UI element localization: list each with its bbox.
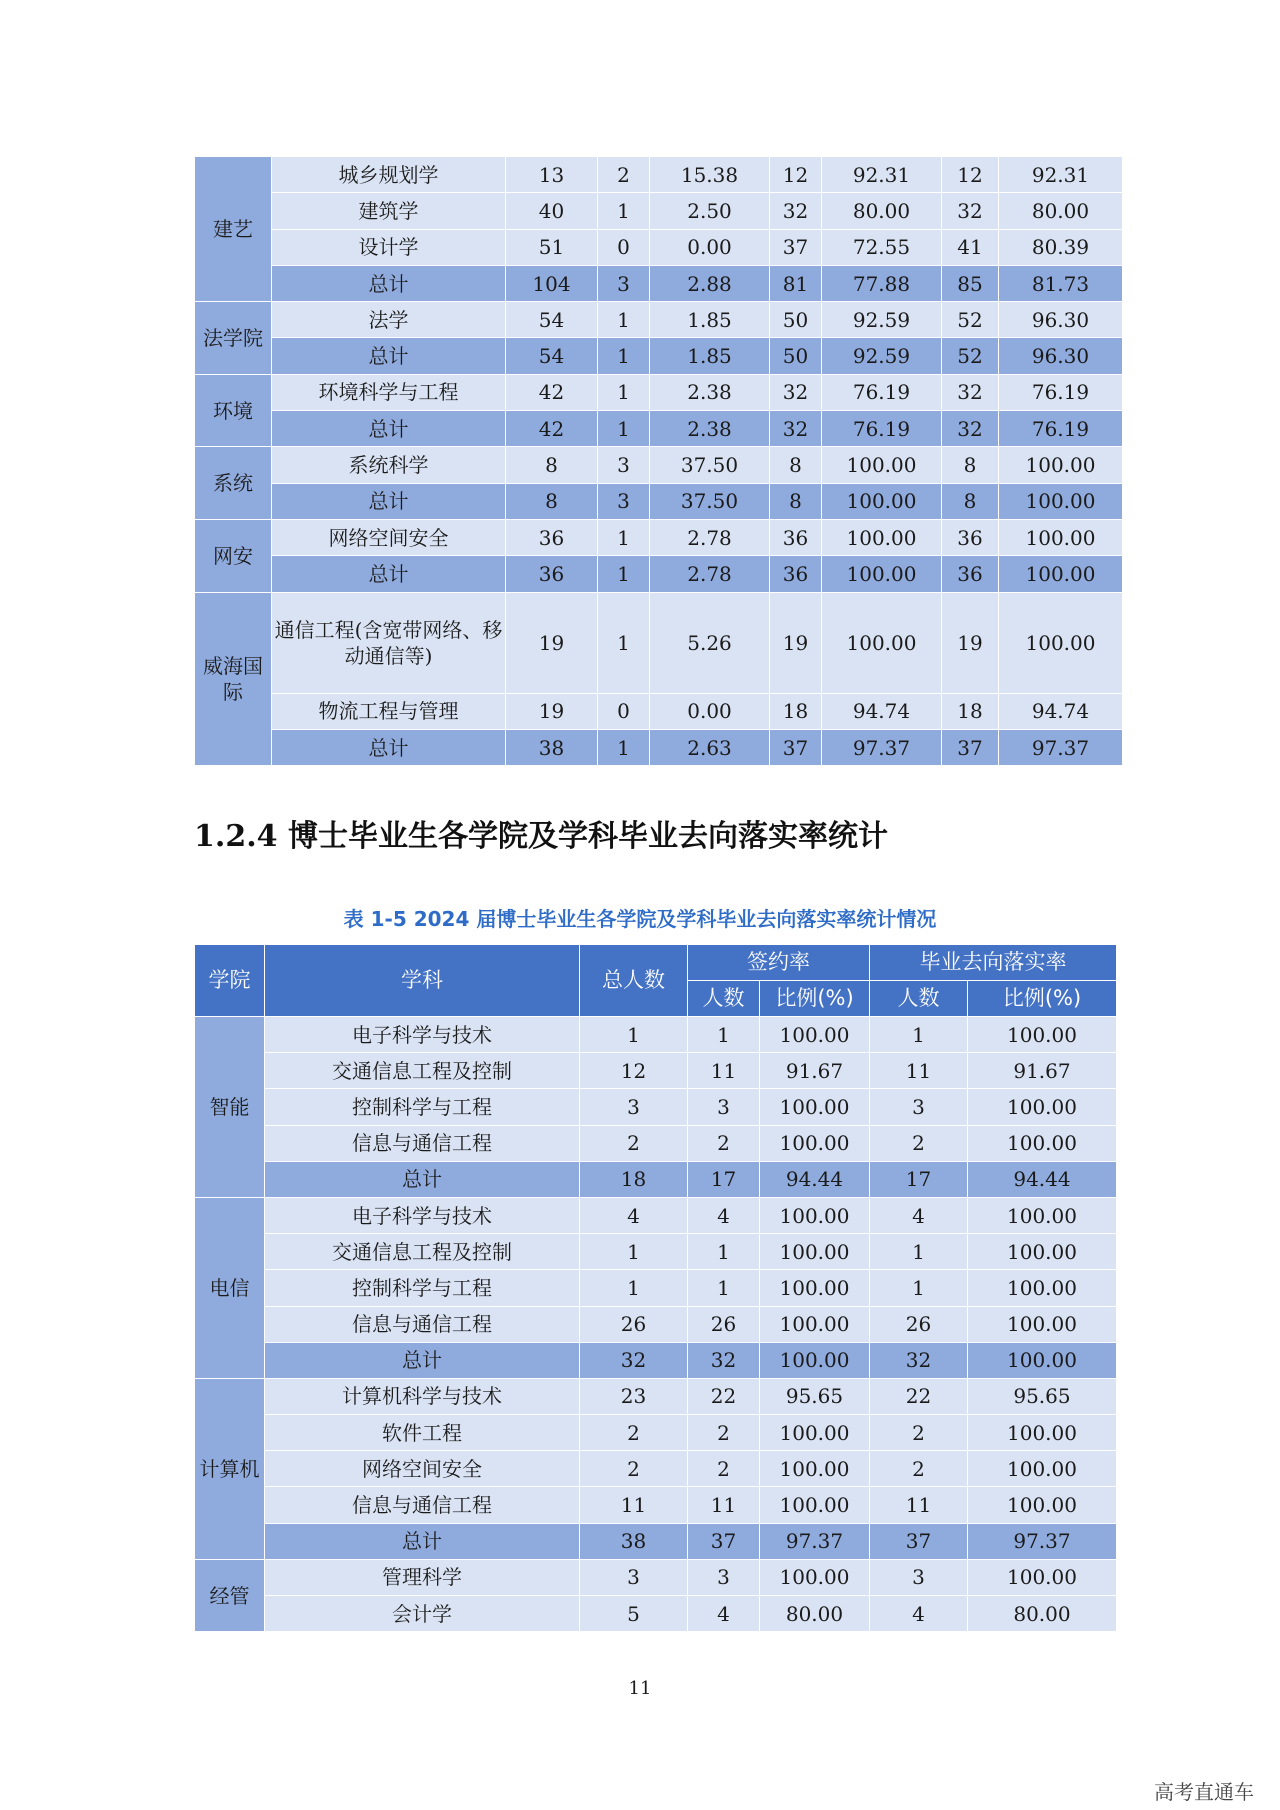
value-cell: 91.67 [968, 1053, 1117, 1089]
subject-cell: 软件工程 [265, 1415, 580, 1451]
value-cell: 15.38 [650, 157, 770, 193]
value-cell: 36 [506, 556, 598, 592]
college-cell: 系统 [195, 447, 272, 520]
value-cell: 8 [942, 483, 999, 519]
value-cell: 100.00 [968, 1559, 1117, 1595]
table-row [195, 1161, 1117, 1197]
subject-cell: 系统科学 [272, 447, 506, 483]
subject-cell: 总计 [272, 483, 506, 519]
table-row [195, 1415, 1117, 1451]
value-cell: 77.88 [822, 265, 942, 301]
value-cell: 1 [598, 411, 650, 447]
value-cell: 91.67 [760, 1053, 870, 1089]
value-cell: 1 [580, 1017, 688, 1053]
header-placement-rate: 毕业去向落实率 [870, 945, 1117, 981]
value-cell: 3 [598, 447, 650, 483]
value-cell: 36 [770, 556, 822, 592]
value-cell: 32 [770, 193, 822, 229]
value-cell: 40 [506, 193, 598, 229]
subject-cell: 交通信息工程及控制 [265, 1053, 580, 1089]
value-cell: 2.38 [650, 374, 770, 410]
value-cell: 0 [598, 693, 650, 729]
value-cell: 1.85 [650, 302, 770, 338]
value-cell: 32 [870, 1342, 968, 1378]
subject-cell: 网络空间安全 [265, 1451, 580, 1487]
value-cell: 3 [688, 1089, 760, 1125]
value-cell: 3 [688, 1559, 760, 1595]
value-cell: 94.74 [822, 693, 942, 729]
value-cell: 3 [870, 1089, 968, 1125]
college-cell: 威海国际 [195, 592, 272, 766]
subject-cell: 交通信息工程及控制 [265, 1234, 580, 1270]
page-number: 11 [628, 1678, 652, 1699]
table-row [195, 693, 1123, 729]
value-cell: 11 [580, 1487, 688, 1523]
value-cell: 19 [506, 592, 598, 693]
value-cell: 100.00 [968, 1342, 1117, 1378]
value-cell: 42 [506, 374, 598, 410]
value-cell: 100.00 [760, 1089, 870, 1125]
value-cell: 2.88 [650, 265, 770, 301]
value-cell: 100.00 [968, 1017, 1117, 1053]
value-cell: 18 [580, 1161, 688, 1197]
value-cell: 32 [580, 1342, 688, 1378]
value-cell: 100.00 [968, 1451, 1117, 1487]
value-cell: 19 [770, 592, 822, 693]
value-cell: 50 [770, 302, 822, 338]
value-cell: 1 [598, 193, 650, 229]
subject-cell: 总计 [272, 265, 506, 301]
table-row [195, 447, 1123, 483]
value-cell: 100.00 [968, 1089, 1117, 1125]
value-cell: 2.38 [650, 411, 770, 447]
value-cell: 100.00 [999, 519, 1123, 555]
value-cell: 8 [506, 483, 598, 519]
table-row [195, 229, 1123, 265]
value-cell: 4 [580, 1197, 688, 1233]
value-cell: 36 [942, 519, 999, 555]
doctoral-placement-table [194, 944, 1117, 1632]
table-row [195, 1451, 1117, 1487]
value-cell: 37.50 [650, 447, 770, 483]
table-row [195, 1053, 1117, 1089]
value-cell: 0.00 [650, 229, 770, 265]
value-cell: 2 [580, 1125, 688, 1161]
subject-cell: 总计 [265, 1523, 580, 1559]
value-cell: 3 [580, 1089, 688, 1125]
subject-cell: 总计 [265, 1161, 580, 1197]
value-cell: 19 [942, 592, 999, 693]
subject-cell: 环境科学与工程 [272, 374, 506, 410]
value-cell: 100.00 [760, 1125, 870, 1161]
table-row [195, 302, 1123, 338]
table-row [195, 1306, 1117, 1342]
value-cell: 5.26 [650, 592, 770, 693]
value-cell: 37.50 [650, 483, 770, 519]
value-cell: 12 [770, 157, 822, 193]
table-row [195, 592, 1123, 693]
value-cell: 100.00 [760, 1017, 870, 1053]
subject-cell: 总计 [272, 411, 506, 447]
value-cell: 100.00 [968, 1487, 1117, 1523]
header-college: 学院 [195, 945, 265, 1017]
value-cell: 97.37 [822, 729, 942, 765]
value-cell: 92.59 [822, 338, 942, 374]
value-cell: 26 [580, 1306, 688, 1342]
value-cell: 2 [688, 1451, 760, 1487]
college-cell: 计算机 [195, 1378, 265, 1559]
value-cell: 1 [598, 338, 650, 374]
value-cell: 100.00 [822, 447, 942, 483]
value-cell: 97.37 [760, 1523, 870, 1559]
value-cell: 81 [770, 265, 822, 301]
value-cell: 100.00 [999, 483, 1123, 519]
value-cell: 100.00 [968, 1415, 1117, 1451]
header-placement-count: 人数 [870, 981, 968, 1017]
value-cell: 4 [870, 1197, 968, 1233]
header-signed-count: 人数 [688, 981, 760, 1017]
value-cell: 100.00 [822, 519, 942, 555]
value-cell: 76.19 [822, 411, 942, 447]
subject-cell: 管理科学 [265, 1559, 580, 1595]
value-cell: 100.00 [968, 1197, 1117, 1233]
subject-cell: 设计学 [272, 229, 506, 265]
value-cell: 32 [688, 1342, 760, 1378]
value-cell: 3 [870, 1559, 968, 1595]
value-cell: 32 [942, 374, 999, 410]
watermark-text: 高考直通车 [1154, 1780, 1254, 1804]
value-cell: 42 [506, 411, 598, 447]
college-cell: 电信 [195, 1197, 265, 1378]
table-row [195, 338, 1123, 374]
value-cell: 94.44 [760, 1161, 870, 1197]
value-cell: 32 [942, 193, 999, 229]
value-cell: 100.00 [760, 1306, 870, 1342]
value-cell: 72.55 [822, 229, 942, 265]
value-cell: 11 [870, 1487, 968, 1523]
value-cell: 18 [942, 693, 999, 729]
value-cell: 4 [688, 1197, 760, 1233]
value-cell: 38 [506, 729, 598, 765]
value-cell: 2 [688, 1125, 760, 1161]
value-cell: 1 [688, 1017, 760, 1053]
value-cell: 19 [506, 693, 598, 729]
value-cell: 22 [870, 1378, 968, 1414]
value-cell: 11 [688, 1053, 760, 1089]
value-cell: 85 [942, 265, 999, 301]
header-subject: 学科 [265, 945, 580, 1017]
subject-cell: 会计学 [265, 1596, 580, 1632]
value-cell: 1 [870, 1270, 968, 1306]
value-cell: 1 [598, 374, 650, 410]
value-cell: 2 [688, 1415, 760, 1451]
value-cell: 100.00 [968, 1234, 1117, 1270]
value-cell: 36 [942, 556, 999, 592]
value-cell: 1 [688, 1270, 760, 1306]
subject-cell: 控制科学与工程 [265, 1089, 580, 1125]
header-placement-ratio: 比例(%) [968, 981, 1117, 1017]
value-cell: 2 [598, 157, 650, 193]
value-cell: 4 [688, 1596, 760, 1632]
value-cell: 100.00 [760, 1270, 870, 1306]
value-cell: 38 [580, 1523, 688, 1559]
value-cell: 100.00 [760, 1234, 870, 1270]
value-cell: 1.85 [650, 338, 770, 374]
value-cell: 1 [598, 556, 650, 592]
table-row [195, 1523, 1117, 1559]
value-cell: 0 [598, 229, 650, 265]
table-caption: 表 1-5 2024 届博士毕业生各学院及学科毕业去向落实率统计情况 [343, 907, 937, 931]
value-cell: 104 [506, 265, 598, 301]
value-cell: 2 [580, 1415, 688, 1451]
value-cell: 26 [870, 1306, 968, 1342]
subject-cell: 电子科学与技术 [265, 1197, 580, 1233]
value-cell: 3 [598, 265, 650, 301]
value-cell: 92.59 [822, 302, 942, 338]
value-cell: 8 [942, 447, 999, 483]
table-row [195, 265, 1123, 301]
value-cell: 32 [770, 411, 822, 447]
value-cell: 32 [770, 374, 822, 410]
value-cell: 100.00 [822, 556, 942, 592]
value-cell: 11 [688, 1487, 760, 1523]
value-cell: 12 [580, 1053, 688, 1089]
table-row [195, 411, 1123, 447]
header-signed-ratio: 比例(%) [760, 981, 870, 1017]
value-cell: 81.73 [999, 265, 1123, 301]
value-cell: 1 [870, 1234, 968, 1270]
college-cell: 智能 [195, 1017, 265, 1198]
value-cell: 76.19 [999, 411, 1123, 447]
value-cell: 1 [688, 1234, 760, 1270]
college-cell: 环境 [195, 374, 272, 447]
table-row [195, 1342, 1117, 1378]
value-cell: 37 [688, 1523, 760, 1559]
value-cell: 94.74 [999, 693, 1123, 729]
value-cell: 8 [506, 447, 598, 483]
table-row [195, 1270, 1117, 1306]
table-row [195, 483, 1123, 519]
value-cell: 2 [870, 1415, 968, 1451]
value-cell: 100.00 [822, 592, 942, 693]
value-cell: 97.37 [968, 1523, 1117, 1559]
value-cell: 1 [580, 1234, 688, 1270]
value-cell: 1 [598, 592, 650, 693]
college-cell: 法学院 [195, 302, 272, 375]
value-cell: 1 [598, 302, 650, 338]
value-cell: 4 [870, 1596, 968, 1632]
value-cell: 37 [770, 729, 822, 765]
table-row [195, 1197, 1117, 1233]
table-row [195, 1559, 1117, 1595]
value-cell: 52 [942, 302, 999, 338]
value-cell: 26 [688, 1306, 760, 1342]
value-cell: 37 [942, 729, 999, 765]
value-cell: 100.00 [968, 1306, 1117, 1342]
value-cell: 92.31 [822, 157, 942, 193]
value-cell: 13 [506, 157, 598, 193]
value-cell: 54 [506, 338, 598, 374]
value-cell: 0.00 [650, 693, 770, 729]
subject-cell: 控制科学与工程 [265, 1270, 580, 1306]
value-cell: 11 [870, 1053, 968, 1089]
value-cell: 2.78 [650, 556, 770, 592]
value-cell: 100.00 [822, 483, 942, 519]
table-row [195, 1596, 1117, 1632]
value-cell: 96.30 [999, 302, 1123, 338]
value-cell: 2.50 [650, 193, 770, 229]
value-cell: 2 [580, 1451, 688, 1487]
table-row [195, 1378, 1117, 1414]
value-cell: 100.00 [999, 592, 1123, 693]
value-cell: 94.44 [968, 1161, 1117, 1197]
value-cell: 12 [942, 157, 999, 193]
subject-cell: 通信工程(含宽带网络、移动通信等) [272, 592, 506, 693]
header-total: 总人数 [580, 945, 688, 1017]
value-cell: 2 [870, 1451, 968, 1487]
subject-cell: 网络空间安全 [272, 519, 506, 555]
table-row [195, 1234, 1117, 1270]
subject-cell: 物流工程与管理 [272, 693, 506, 729]
value-cell: 96.30 [999, 338, 1123, 374]
subject-cell: 信息与通信工程 [265, 1125, 580, 1161]
value-cell: 80.00 [822, 193, 942, 229]
value-cell: 51 [506, 229, 598, 265]
value-cell: 17 [688, 1161, 760, 1197]
value-cell: 95.65 [968, 1378, 1117, 1414]
subject-cell: 法学 [272, 302, 506, 338]
table-row [195, 519, 1123, 555]
value-cell: 32 [942, 411, 999, 447]
table-row [195, 729, 1123, 765]
subject-cell: 总计 [272, 729, 506, 765]
college-cell: 网安 [195, 519, 272, 592]
value-cell: 3 [598, 483, 650, 519]
subject-cell: 总计 [272, 338, 506, 374]
value-cell: 54 [506, 302, 598, 338]
value-cell: 36 [770, 519, 822, 555]
table-row [195, 1017, 1117, 1053]
value-cell: 95.65 [760, 1378, 870, 1414]
value-cell: 100.00 [999, 556, 1123, 592]
value-cell: 100.00 [968, 1125, 1117, 1161]
subject-cell: 电子科学与技术 [265, 1017, 580, 1053]
value-cell: 80.00 [999, 193, 1123, 229]
value-cell: 23 [580, 1378, 688, 1414]
section-heading: 1.2.4 博士毕业生各学院及学科毕业去向落实率统计 [194, 819, 888, 854]
value-cell: 80.39 [999, 229, 1123, 265]
subject-cell: 计算机科学与技术 [265, 1378, 580, 1414]
subject-cell: 建筑学 [272, 193, 506, 229]
value-cell: 1 [598, 519, 650, 555]
header-signed-rate: 签约率 [688, 945, 870, 981]
table-row [195, 157, 1123, 193]
value-cell: 2.63 [650, 729, 770, 765]
table-row [195, 374, 1123, 410]
value-cell: 100.00 [760, 1197, 870, 1233]
value-cell: 22 [688, 1378, 760, 1414]
value-cell: 97.37 [999, 729, 1123, 765]
value-cell: 76.19 [999, 374, 1123, 410]
value-cell: 100.00 [760, 1451, 870, 1487]
subject-cell: 总计 [265, 1342, 580, 1378]
value-cell: 52 [942, 338, 999, 374]
table-row [195, 1125, 1117, 1161]
value-cell: 100.00 [760, 1487, 870, 1523]
value-cell: 100.00 [999, 447, 1123, 483]
value-cell: 76.19 [822, 374, 942, 410]
value-cell: 3 [580, 1559, 688, 1595]
subject-cell: 信息与通信工程 [265, 1487, 580, 1523]
value-cell: 100.00 [760, 1559, 870, 1595]
table-row [195, 193, 1123, 229]
value-cell: 1 [870, 1017, 968, 1053]
value-cell: 8 [770, 483, 822, 519]
subject-cell: 城乡规划学 [272, 157, 506, 193]
table-row [195, 1487, 1117, 1523]
value-cell: 2 [870, 1125, 968, 1161]
value-cell: 36 [506, 519, 598, 555]
value-cell: 100.00 [968, 1270, 1117, 1306]
value-cell: 80.00 [968, 1596, 1117, 1632]
college-cell: 建艺 [195, 157, 272, 302]
value-cell: 50 [770, 338, 822, 374]
value-cell: 17 [870, 1161, 968, 1197]
college-cell: 经管 [195, 1559, 265, 1631]
table-row [195, 556, 1123, 592]
value-cell: 8 [770, 447, 822, 483]
value-cell: 37 [870, 1523, 968, 1559]
value-cell: 41 [942, 229, 999, 265]
value-cell: 100.00 [760, 1342, 870, 1378]
college-stats-table-continued [194, 156, 1123, 766]
value-cell: 92.31 [999, 157, 1123, 193]
value-cell: 5 [580, 1596, 688, 1632]
value-cell: 2.78 [650, 519, 770, 555]
value-cell: 80.00 [760, 1596, 870, 1632]
value-cell: 1 [580, 1270, 688, 1306]
subject-cell: 信息与通信工程 [265, 1306, 580, 1342]
value-cell: 1 [598, 729, 650, 765]
value-cell: 37 [770, 229, 822, 265]
table-row [195, 1089, 1117, 1125]
value-cell: 18 [770, 693, 822, 729]
subject-cell: 总计 [272, 556, 506, 592]
value-cell: 100.00 [760, 1415, 870, 1451]
